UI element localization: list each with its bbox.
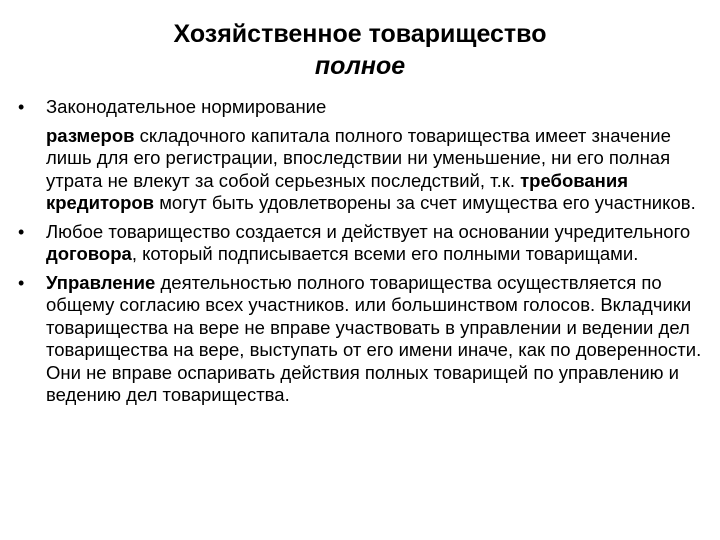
bullet-1-lead: Законодательное нормирование	[46, 96, 327, 117]
slide-title	[0, 18, 720, 82]
text-run: складочного капитала полного товарищества имеет значение лишь для его регистрации, впоследствии ни уменьшение, ни его полная утрата не влекут за собой серьезных последствий, т.к.	[46, 124, 671, 191]
text-run: могут быть удовлетворены за счет имущества его участников.	[154, 192, 696, 213]
bullet-3-text	[46, 272, 708, 407]
bullet-dot-icon: •	[18, 272, 25, 293]
bullet-item-3	[18, 272, 708, 407]
bullet-item-1	[18, 96, 708, 119]
bold-term: размеров	[46, 124, 135, 146]
bullet-list	[18, 96, 708, 407]
bold-term: требования кредиторов	[46, 169, 629, 213]
bullet-dot-icon: •	[18, 97, 25, 117]
text-run: деятельностью полного товарищества осуществляется по общему согласию всех участников. или большинством голосов. Вкладчики товарищества на вере не вправе участвовать в управлении и ведении дел товарищества на вере, выступать от его имени иначе, как по доверенности. Они не вправе оспаривать действия полных товарищей по управлению и ведению дел товарищества.	[46, 271, 702, 405]
bullet-item-2	[18, 221, 708, 266]
title-line-2: полное	[314, 52, 406, 80]
bullet-1-detail	[46, 125, 708, 215]
bullet-2-text	[46, 221, 708, 266]
bullet-dot-icon: •	[18, 221, 25, 242]
bold-term: договора	[46, 243, 132, 264]
bold-term: Управление	[46, 271, 156, 293]
text-run: Любое товарищество создается и действует на основании учредительного	[46, 220, 691, 242]
title-line-1: Хозяйственное товарищество	[173, 20, 547, 48]
text-run: , который подписывается всеми его полными товарищами.	[131, 243, 639, 264]
